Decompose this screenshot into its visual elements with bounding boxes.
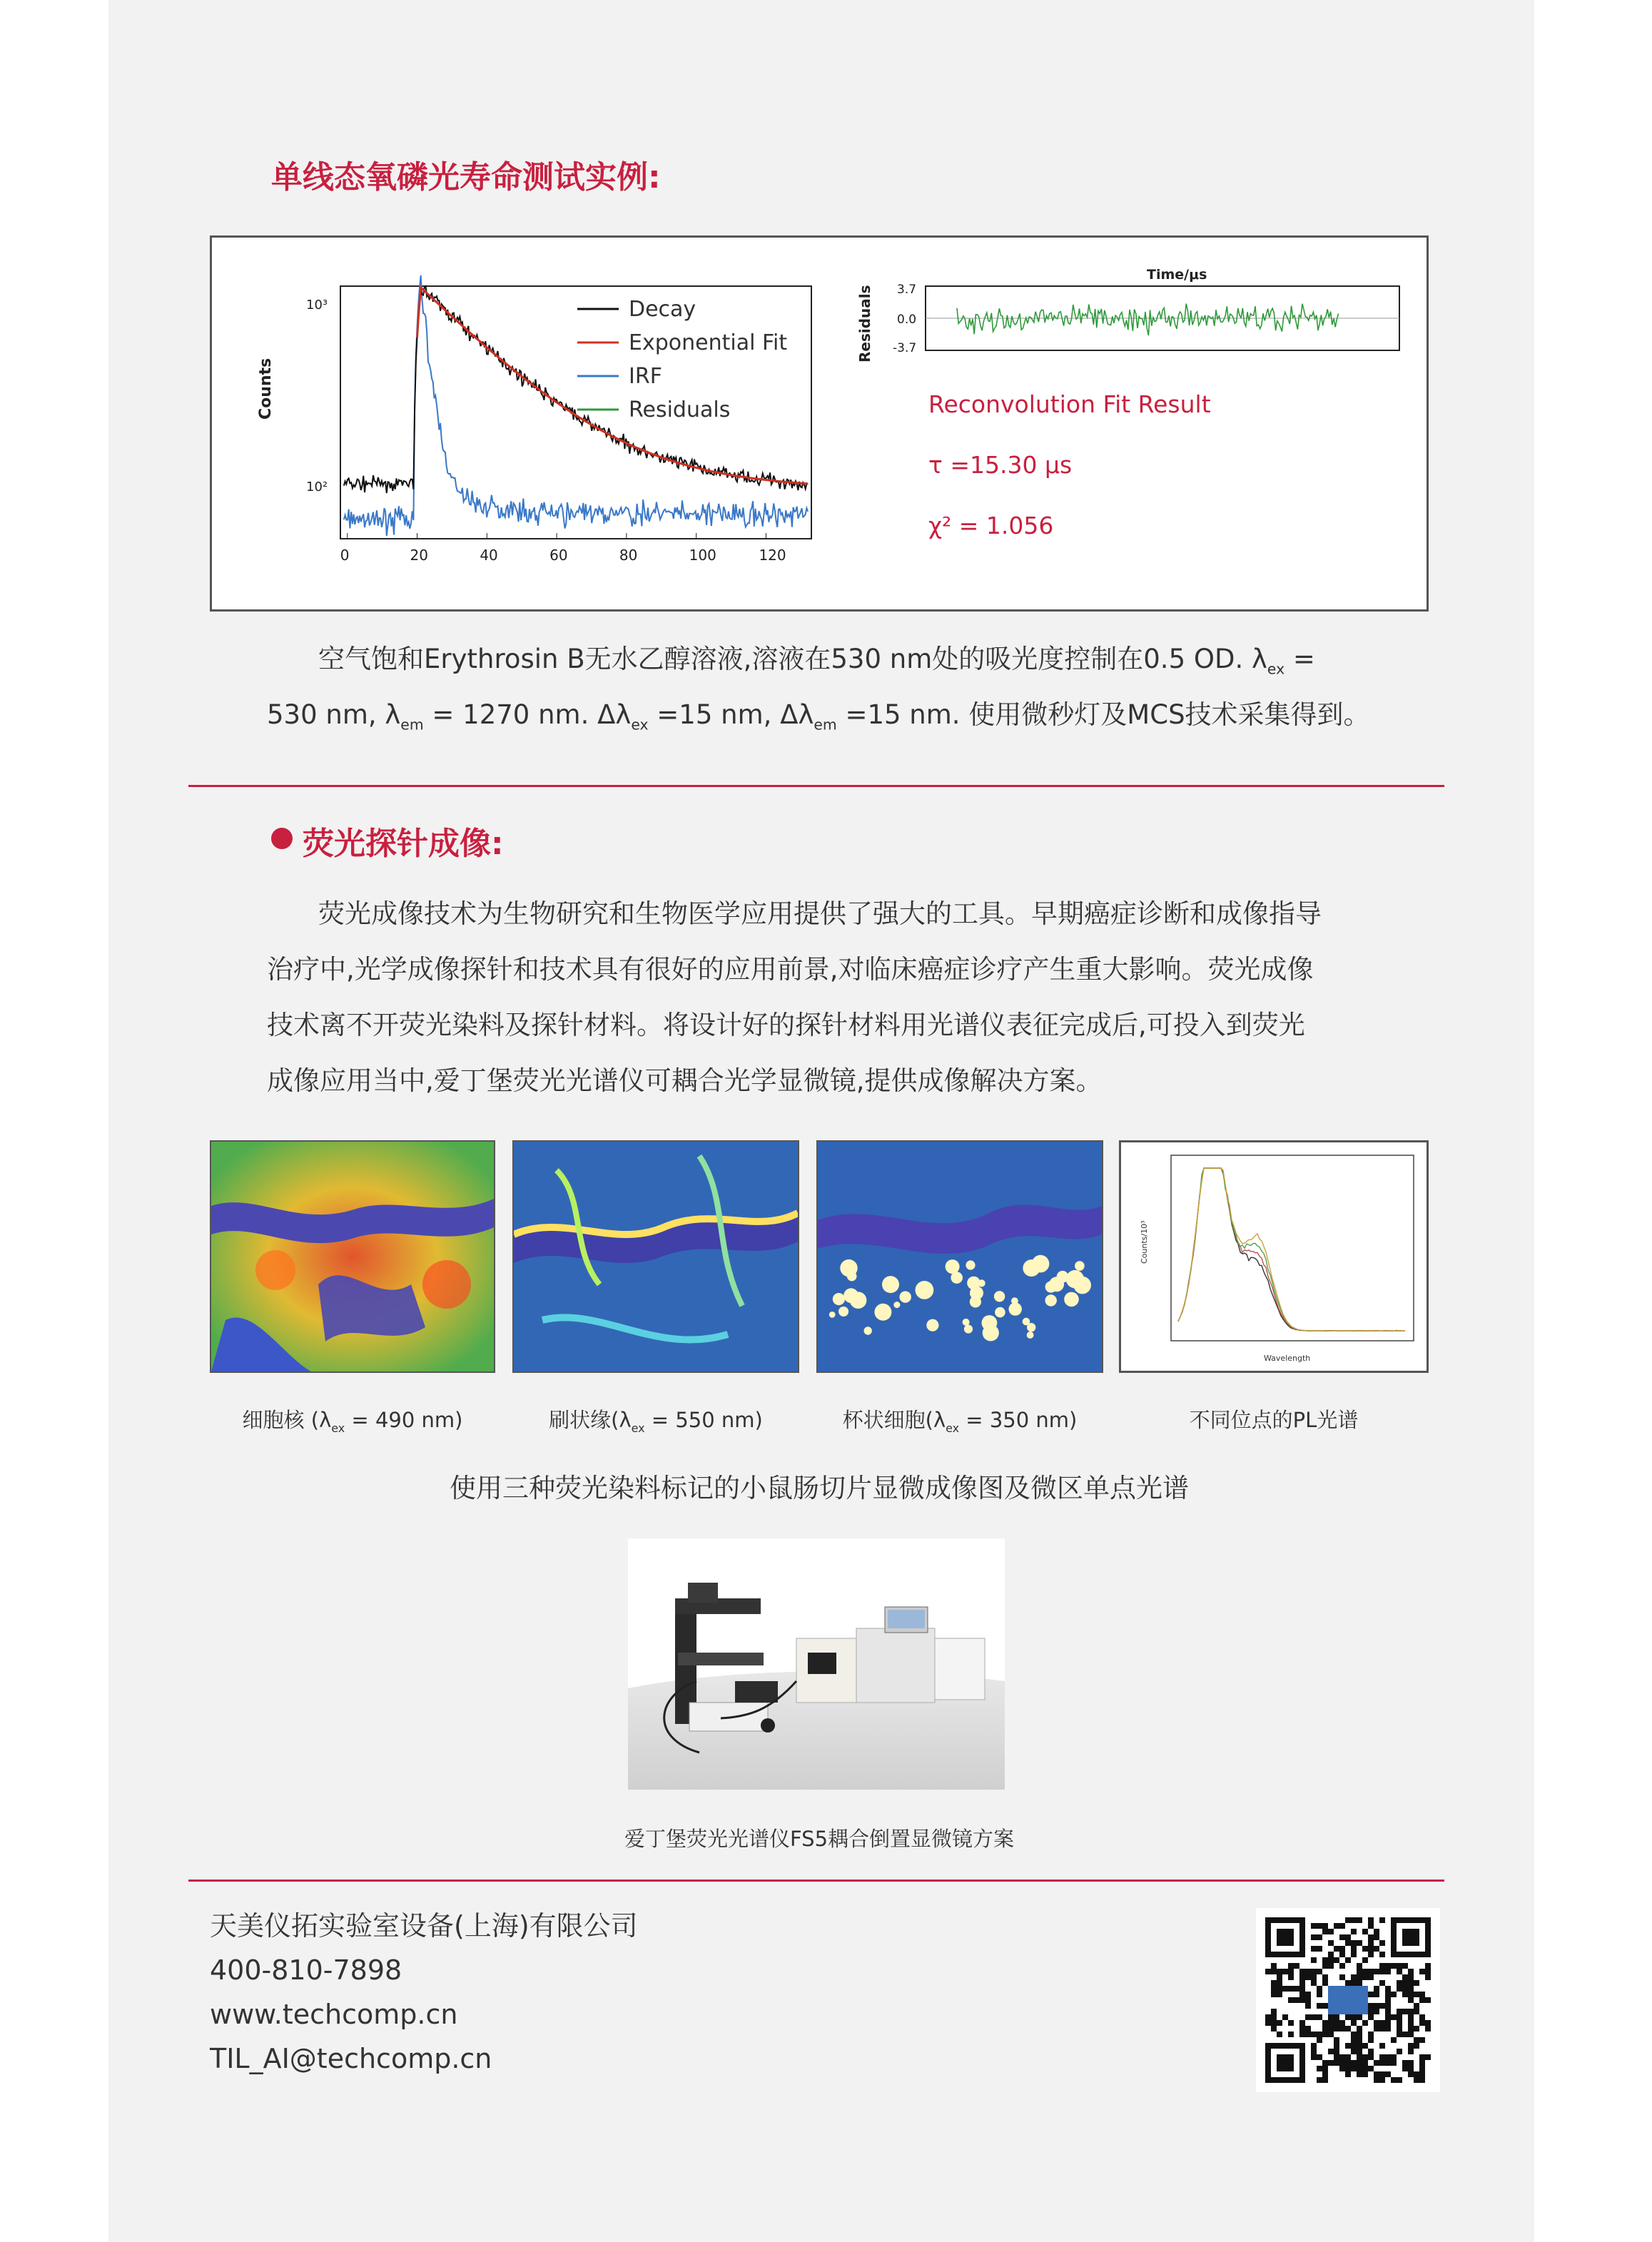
website-link[interactable]: www.techcomp.cn	[210, 1999, 458, 2030]
qr-code	[1256, 1908, 1440, 2092]
decay-series	[344, 286, 808, 493]
legend-irf: IRF	[629, 364, 662, 389]
x-tick-0: 0	[340, 547, 350, 564]
desc2-d: =15 nm. 使用微秒灯及MCS技术采集得到。	[836, 699, 1370, 730]
image-brush-border	[512, 1140, 799, 1373]
desc2-a: 530 nm, λ	[267, 699, 401, 730]
x-tick-2: 40	[480, 547, 498, 564]
cap3-a: 杯状细胞(λ	[842, 1408, 946, 1432]
decay-chart	[212, 238, 1427, 609]
legend	[577, 297, 787, 422]
x-tick-6: 120	[759, 547, 786, 564]
contact-block	[210, 1904, 638, 2081]
res-tick-bottom: -3.7	[893, 341, 917, 355]
desc1-b: =	[1284, 644, 1315, 674]
caption-brush-border	[512, 1404, 799, 1435]
para-line-4: 成像应用当中,爱丁堡荧光光谱仪可耦合光学显微镜,提供成像解决方案。	[267, 1065, 1103, 1096]
phone-number[interactable]: 400-810-7898	[210, 1954, 402, 1986]
company-name: 天美仪拓实验室设备(上海)有限公司	[210, 1910, 638, 1942]
decay-figure	[210, 235, 1429, 612]
legend-decay: Decay	[629, 297, 696, 322]
desc2-sub2: ex	[631, 716, 649, 734]
desc1-a: 空气饱和Erythrosin B无水乙醇溶液,溶液在530 nm处的吸光度控制在0.5 OD. λ	[318, 644, 1267, 674]
spectrum-ylabel: Counts/10³	[1140, 1220, 1149, 1264]
cap2-a: 刷状缘(λ	[549, 1408, 632, 1432]
res-tick-mid: 0.0	[897, 313, 917, 327]
cap3-b: = 350 nm)	[959, 1408, 1078, 1432]
desc1-sub: ex	[1267, 660, 1285, 678]
cap2-sub: ex	[631, 1421, 645, 1435]
para-line-3: 技术离不开荧光染料及探针材料。将设计好的探针材料用光谱仪表征完成后,可投入到荧光	[267, 1010, 1305, 1040]
desc2-b: = 1270 nm. Δλ	[423, 699, 632, 730]
image-nucleus	[210, 1140, 495, 1373]
fit-tau: τ =15.30 μs	[928, 451, 1073, 479]
cap2-b: = 550 nm)	[644, 1408, 763, 1432]
cap4-a: 不同位点的PL光谱	[1189, 1408, 1359, 1432]
y-tick-1000: 10³	[306, 298, 328, 313]
cap1-a: 细胞核 (λ	[242, 1408, 332, 1432]
para-line-1: 荧光成像技术为生物研究和生物医学应用提供了强大的工具。早期癌症诊断和成像指导	[318, 898, 1322, 929]
caption-nucleus	[210, 1404, 495, 1435]
caption-spectrum	[1119, 1404, 1429, 1434]
instrument-photo	[628, 1538, 1005, 1790]
section-title-imaging: 荧光探针成像:	[303, 826, 504, 862]
res-tick-top: 3.7	[897, 283, 917, 297]
desc2-sub1: em	[400, 716, 424, 734]
section-title-phosphorescence: 单线态氧磷光寿命测试实例:	[271, 159, 661, 196]
desc2-c: =15 nm, Δλ	[648, 699, 814, 730]
desc2-sub3: em	[814, 716, 837, 734]
email-link[interactable]: TIL_AI@techcomp.cn	[210, 2043, 492, 2074]
cap3-sub: ex	[946, 1421, 960, 1435]
para-line-2: 治疗中,光学成像探针和技术具有很好的应用前景,对临床癌症诊疗产生重大影响。荧光成像	[267, 954, 1314, 985]
pl-spectrum-chart	[1121, 1142, 1427, 1371]
plot-area	[340, 286, 811, 539]
fit-chi: χ² = 1.056	[928, 512, 1054, 539]
x-tick-4: 80	[619, 547, 638, 564]
y-axis-label: Counts	[257, 357, 275, 420]
cap1-sub: ex	[331, 1421, 345, 1435]
fit-result-title: Reconvolution Fit Result	[928, 390, 1211, 418]
instrument-caption: 爱丁堡荧光光谱仪FS5耦合倒置显微镜方案	[624, 1827, 1015, 1851]
y-tick-100: 10²	[306, 480, 328, 494]
x-tick-5: 100	[689, 547, 716, 564]
legend-residuals: Residuals	[629, 397, 731, 422]
residuals-axis-label: Residuals	[856, 285, 873, 362]
bullet-dot	[271, 828, 293, 849]
divider-2	[188, 1880, 1444, 1882]
fit-series	[417, 288, 809, 484]
x-tick-1: 20	[410, 547, 429, 564]
figure-caption: 使用三种荧光染料标记的小鼠肠切片显微成像图及微区单点光谱	[450, 1473, 1189, 1503]
desc-line-2	[267, 687, 1437, 752]
divider-1	[188, 785, 1444, 787]
caption-goblet	[816, 1404, 1103, 1435]
x-tick-3: 60	[549, 547, 568, 564]
cap1-b: = 490 nm)	[345, 1408, 463, 1432]
residuals-series	[957, 304, 1339, 336]
imaging-paragraph	[267, 886, 1444, 1109]
spectrum-xlabel: Wavelength	[1264, 1354, 1311, 1363]
pl-spectrum-figure	[1119, 1140, 1429, 1373]
irf-series	[344, 275, 808, 536]
image-goblet-cells	[816, 1140, 1103, 1373]
residuals-top-label: Time/μs	[1147, 267, 1207, 283]
legend-fit: Exponential Fit	[629, 330, 788, 355]
